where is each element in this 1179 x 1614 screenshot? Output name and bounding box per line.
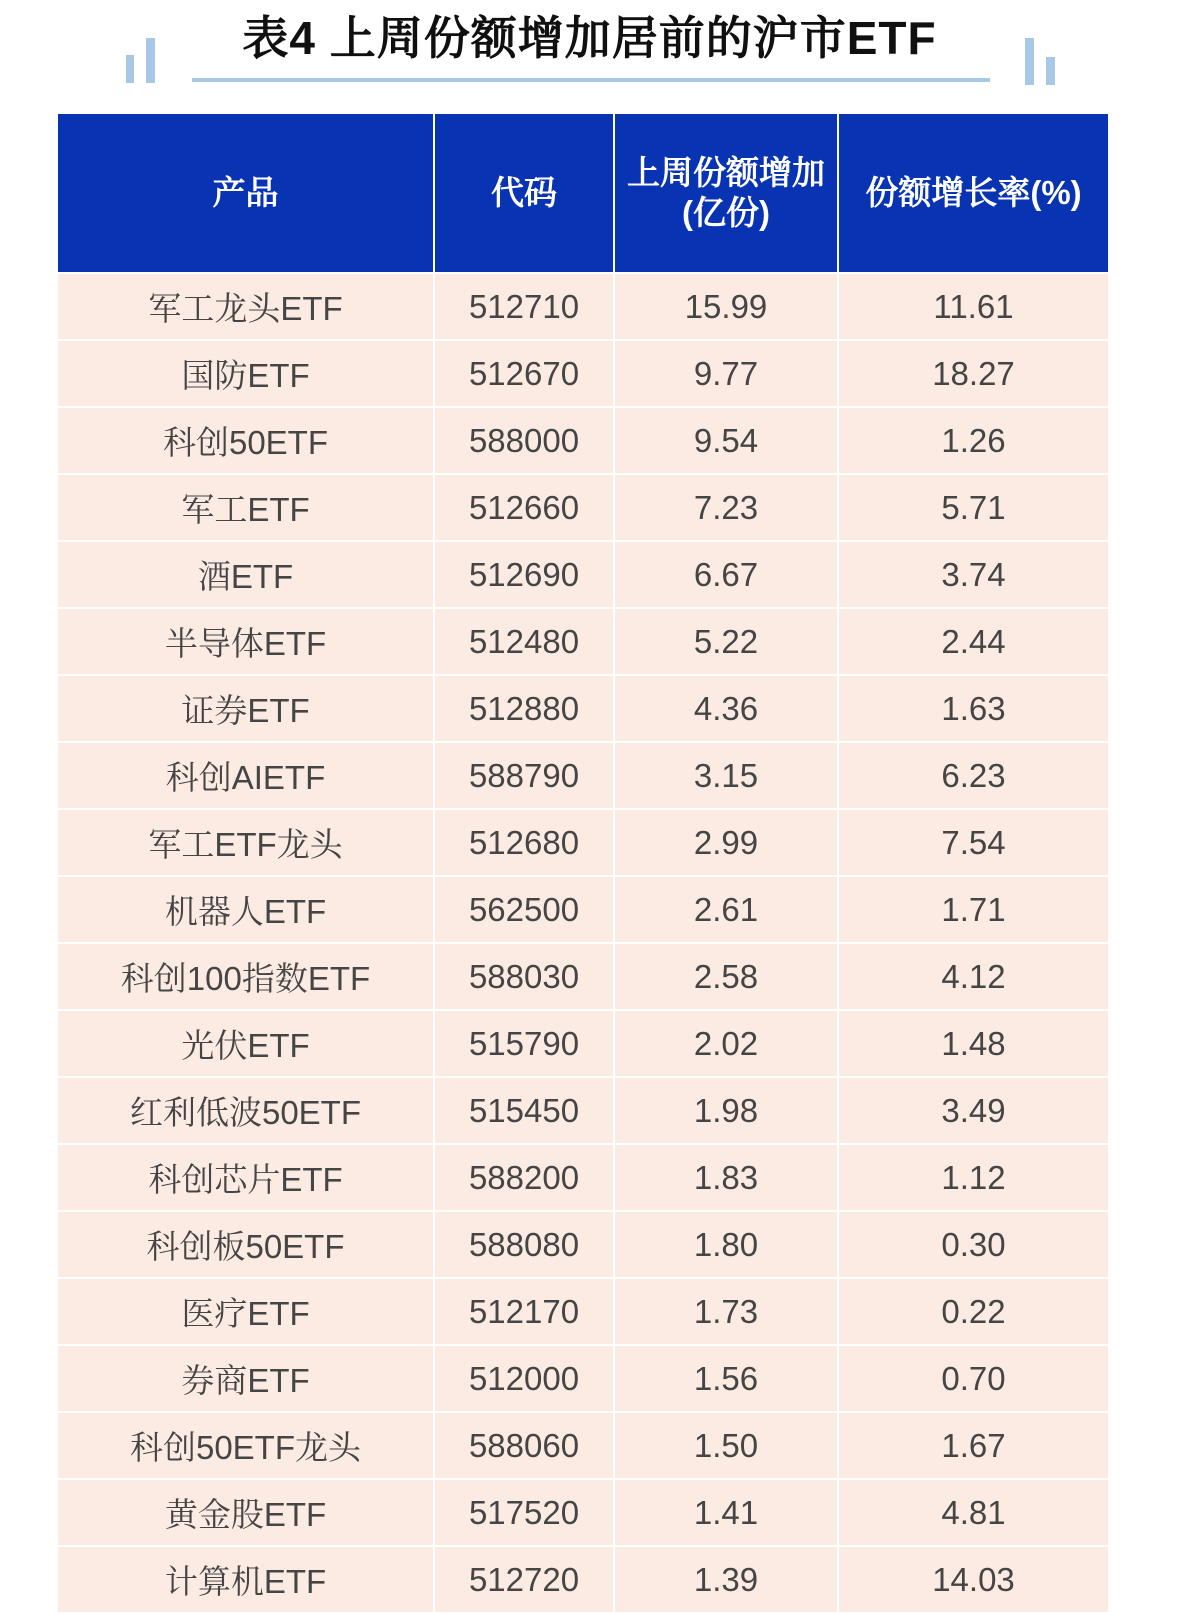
increase-cell: 1.50 (615, 1413, 837, 1478)
code-cell: 512660 (435, 475, 613, 540)
product-cell: 券商ETF (58, 1346, 433, 1411)
column-header-growth-rate (839, 114, 1108, 272)
increase-cell: 1.73 (615, 1279, 837, 1344)
increase-cell: 1.39 (615, 1547, 837, 1612)
increase-cell: 2.02 (615, 1011, 837, 1076)
increase-cell: 2.61 (615, 877, 837, 942)
code-cell: 515790 (435, 1011, 613, 1076)
increase-cell: 1.41 (615, 1480, 837, 1545)
code-cell: 588030 (435, 944, 613, 1009)
accent-bar-left-short-icon (126, 55, 134, 83)
growth-cell: 4.12 (839, 944, 1108, 1009)
increase-cell: 2.58 (615, 944, 837, 1009)
code-cell: 517520 (435, 1480, 613, 1545)
product-cell: 酒ETF (58, 542, 433, 607)
growth-cell: 1.71 (839, 877, 1108, 942)
title-underline-rule (192, 78, 990, 82)
growth-cell: 0.70 (839, 1346, 1108, 1411)
product-cell: 半导体ETF (58, 609, 433, 674)
accent-bar-right-short-icon (1046, 57, 1055, 85)
code-cell: 588790 (435, 743, 613, 808)
product-cell: 黄金股ETF (58, 1480, 433, 1545)
increase-cell: 4.36 (615, 676, 837, 741)
product-cell: 科创AIETF (58, 743, 433, 808)
product-cell: 证券ETF (58, 676, 433, 741)
product-cell: 科创50ETF (58, 408, 433, 473)
page-title: 表4 上周份额增加居前的沪市ETF (242, 12, 937, 64)
code-cell: 515450 (435, 1078, 613, 1143)
product-cell: 军工ETF龙头 (58, 810, 433, 875)
growth-cell: 7.54 (839, 810, 1108, 875)
code-cell: 512170 (435, 1279, 613, 1344)
growth-cell: 1.26 (839, 408, 1108, 473)
column-header-label: 上周份额增加 (627, 153, 825, 191)
accent-bar-right-tall-icon (1025, 38, 1034, 85)
column-header-label: 份额增长率(%) (865, 173, 1082, 211)
code-cell: 512720 (435, 1547, 613, 1612)
column-header-product (58, 114, 433, 272)
product-cell: 科创50ETF龙头 (58, 1413, 433, 1478)
growth-cell: 1.63 (839, 676, 1108, 741)
column-header-label: 产品 (212, 173, 279, 211)
growth-cell: 0.30 (839, 1212, 1108, 1277)
increase-cell: 1.80 (615, 1212, 837, 1277)
growth-cell: 2.44 (839, 609, 1108, 674)
product-cell: 光伏ETF (58, 1011, 433, 1076)
growth-cell: 4.81 (839, 1480, 1108, 1545)
increase-cell: 3.15 (615, 743, 837, 808)
product-cell: 科创板50ETF (58, 1212, 433, 1277)
growth-cell: 14.03 (839, 1547, 1108, 1612)
accent-bar-left-tall-icon (146, 38, 155, 83)
product-cell: 科创芯片ETF (58, 1145, 433, 1210)
product-cell: 国防ETF (58, 341, 433, 406)
increase-cell: 6.67 (615, 542, 837, 607)
code-cell: 588060 (435, 1413, 613, 1478)
product-cell: 科创100指数ETF (58, 944, 433, 1009)
increase-cell: 2.99 (615, 810, 837, 875)
column-header-increase (615, 114, 837, 272)
code-cell: 588200 (435, 1145, 613, 1210)
growth-cell: 0.22 (839, 1279, 1108, 1344)
growth-cell: 11.61 (839, 274, 1108, 339)
column-header-label: 代码 (491, 173, 557, 211)
code-cell: 588000 (435, 408, 613, 473)
growth-cell: 3.49 (839, 1078, 1108, 1143)
code-cell: 562500 (435, 877, 613, 942)
code-cell: 512710 (435, 274, 613, 339)
growth-cell: 1.12 (839, 1145, 1108, 1210)
growth-cell: 1.67 (839, 1413, 1108, 1478)
product-cell: 计算机ETF (58, 1547, 433, 1612)
code-cell: 512000 (435, 1346, 613, 1411)
growth-cell: 18.27 (839, 341, 1108, 406)
increase-cell: 15.99 (615, 274, 837, 339)
etf-table (58, 114, 1108, 1612)
product-cell: 机器人ETF (58, 877, 433, 942)
growth-cell: 3.74 (839, 542, 1108, 607)
product-cell: 军工龙头ETF (58, 274, 433, 339)
increase-cell: 9.54 (615, 408, 837, 473)
product-cell: 红利低波50ETF (58, 1078, 433, 1143)
code-cell: 512480 (435, 609, 613, 674)
column-header-code (435, 114, 613, 272)
growth-cell: 5.71 (839, 475, 1108, 540)
increase-cell: 1.83 (615, 1145, 837, 1210)
increase-cell: 1.56 (615, 1346, 837, 1411)
code-cell: 512880 (435, 676, 613, 741)
code-cell: 512680 (435, 810, 613, 875)
increase-cell: 9.77 (615, 341, 837, 406)
increase-cell: 5.22 (615, 609, 837, 674)
code-cell: 512670 (435, 341, 613, 406)
growth-cell: 1.48 (839, 1011, 1108, 1076)
product-cell: 军工ETF (58, 475, 433, 540)
code-cell: 588080 (435, 1212, 613, 1277)
growth-cell: 6.23 (839, 743, 1108, 808)
code-cell: 512690 (435, 542, 613, 607)
product-cell: 医疗ETF (58, 1279, 433, 1344)
column-header-label-unit: (亿份) (682, 194, 770, 231)
increase-cell: 7.23 (615, 475, 837, 540)
increase-cell: 1.98 (615, 1078, 837, 1143)
